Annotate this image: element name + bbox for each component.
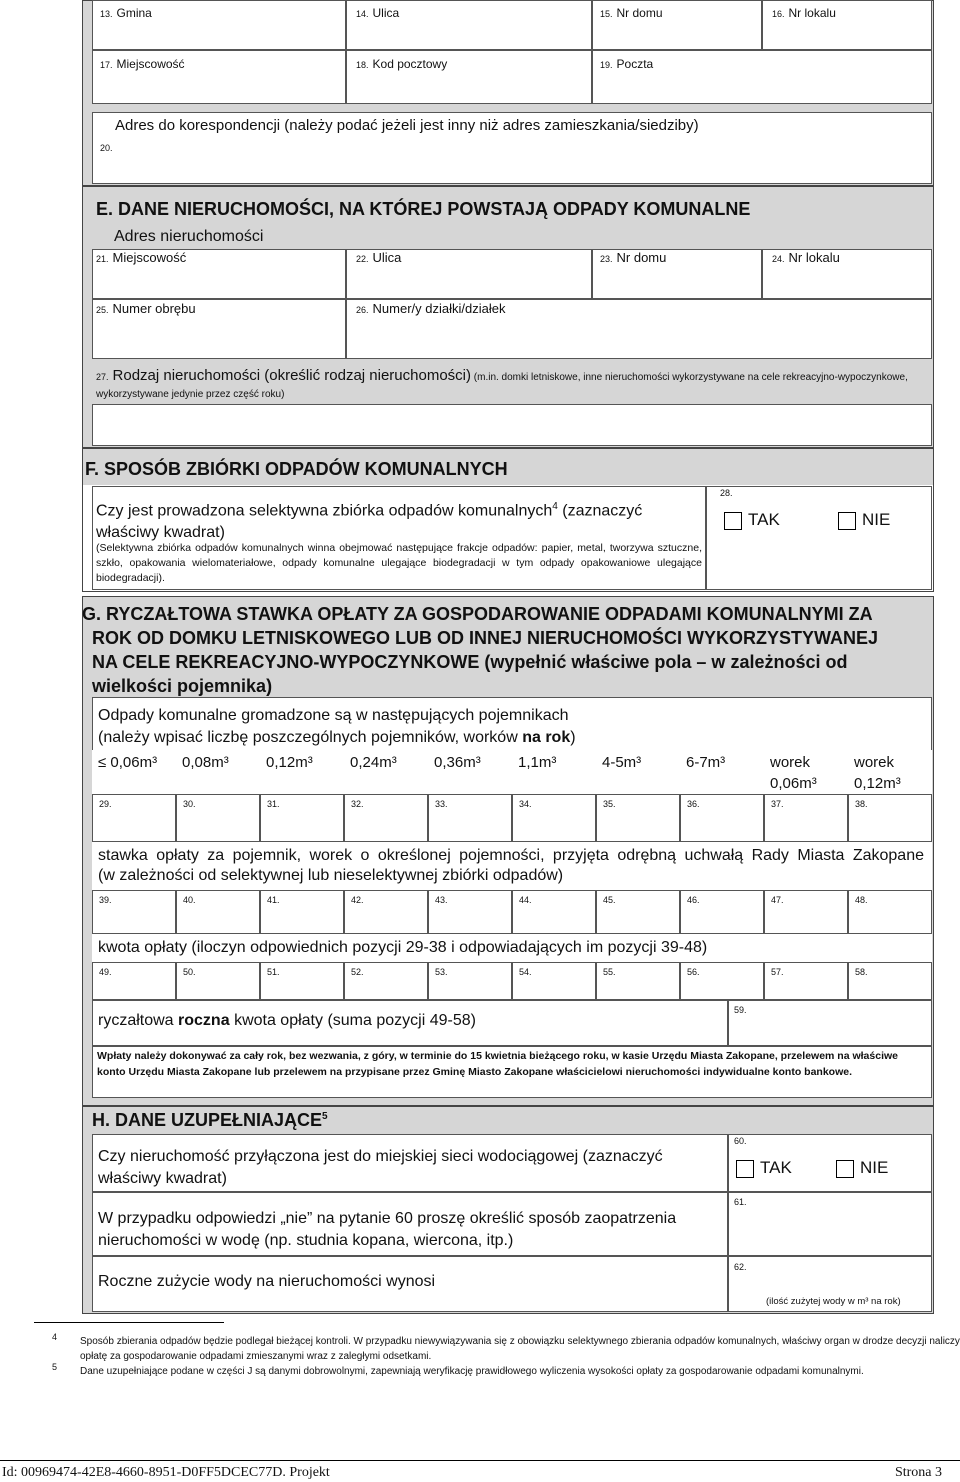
rate-field[interactable] — [428, 890, 512, 934]
container-count-number: 36. — [687, 799, 700, 809]
footnote-5-text: Dane uzupełniające podane w części J są danymi dobrowolnymi, zapewniają weryfikację prawidłowego wyliczenia wysokości opłaty za gospodarowanie odpadami komunalnymi. — [80, 1366, 864, 1377]
label-24: 24. Nr lokalu — [772, 250, 840, 265]
label-19: 19. Poczta — [600, 57, 654, 71]
container-count-number: 34. — [519, 799, 532, 809]
section-f-title: F. SPOSÓB ZBIÓRKI ODPADÓW KOMUNALNYCH — [85, 459, 508, 479]
number-59: 59. — [734, 1005, 747, 1015]
section-f-note: (Selektywna zbiórka odpadów komunalnych winna obejmować następujące frakcje odpadów: papier, metal, tworzywa sztuczne, szkło, opakowania wielomateriałowe, odpady komunalne ulegające biodegradacji w tym odpady opakowaniowe ulegające biodegradacji). — [96, 542, 702, 584]
amount-number: 51. — [267, 967, 280, 977]
number-28: 28. — [720, 488, 733, 498]
containers-label: Odpady komunalne gromadzone są w następujących pojemnikach (należy wpisać liczbę poszczególnych pojemników, worków na rok) — [98, 707, 576, 746]
rate-number: 48. — [855, 895, 868, 905]
container-size-label: 0,24m³ — [350, 754, 397, 771]
number-61: 61. — [734, 1197, 747, 1207]
nie-checkbox-60[interactable] — [836, 1160, 854, 1178]
amount-field[interactable] — [176, 962, 260, 1000]
section-e-subtitle: Adres nieruchomości — [114, 228, 264, 245]
container-count-field[interactable] — [764, 794, 848, 842]
container-size-label: 6-7m³ — [686, 754, 726, 771]
tak-checkbox-28[interactable] — [724, 512, 742, 530]
field-27-rodzaj-nieruchomosci[interactable] — [92, 404, 932, 446]
section-f-question: Czy jest prowadzona selektywna zbiórka odpadów komunalnych$^4$ (zaznaczyć właściwy kwadrat) — [96, 501, 643, 542]
label-13: 13. Gmina — [100, 6, 152, 20]
document-id: Id: 00969474-42E8-4660-8951-D0FF5DCEC77D. Projekt — [2, 1465, 330, 1480]
section-h-title: H. DANE UZUPEŁNIAJĄCE$^5$ — [92, 1110, 328, 1130]
container-count-field[interactable] — [344, 794, 428, 842]
container-count-field[interactable] — [176, 794, 260, 842]
amount-number: 49. — [99, 967, 112, 977]
container-size-label: worek 0,06m³ — [770, 754, 817, 792]
container-count-number: 30. — [183, 799, 196, 809]
unit-62: (ilość zużytej wody w m³ na rok) — [766, 1296, 901, 1307]
container-count-number: 37. — [771, 799, 784, 809]
rate-number: 45. — [603, 895, 616, 905]
nie-checkbox-28[interactable] — [838, 512, 856, 530]
q61-label: W przypadku odpowiedzi „nie” na pytanie 60 proszę określić sposób zaopatrzenia nieruchomości w wodę (np. studnia kopana, wiercona, itp.) — [98, 1210, 677, 1249]
field-59-annual-amount[interactable] — [728, 1000, 932, 1046]
rate-field[interactable] — [848, 890, 932, 934]
label-23: 23. Nr domu — [600, 250, 667, 265]
rate-field[interactable] — [512, 890, 596, 934]
container-count-field[interactable] — [848, 794, 932, 842]
amount-field[interactable] — [92, 962, 176, 1000]
container-size-label: 0,12m³ — [266, 754, 313, 771]
label-22: 22. Ulica — [356, 250, 402, 265]
label-26: 26. Numer/y działki/działek — [356, 301, 506, 316]
annual-label: ryczałtowa roczna kwota opłaty (suma pozycji 49-58) — [98, 1012, 476, 1029]
container-sizes-row — [92, 750, 932, 794]
container-size-label: worek 0,12m³ — [854, 754, 901, 792]
rate-number: 44. — [519, 895, 532, 905]
amount-field[interactable] — [512, 962, 596, 1000]
container-count-number: 33. — [435, 799, 448, 809]
label-27: 27. Rodzaj nieruchomości (określić rodzaj nieruchomości) (m.in. domki letniskowe, inne nieruchomości wykorzystywane na cele rekreacyjno-wypoczynkowe, wykorzystywane jedynie przez część roku) — [96, 367, 908, 400]
label-21: 21. Miejscowość — [96, 250, 187, 265]
label-16: 16. Nr lokalu — [772, 6, 836, 20]
rate-field[interactable] — [344, 890, 428, 934]
page-number: Strona 3 — [894, 1465, 942, 1480]
rate-field[interactable] — [596, 890, 680, 934]
container-count-field[interactable] — [596, 794, 680, 842]
container-count-field[interactable] — [680, 794, 764, 842]
rate-number: 39. — [99, 895, 112, 905]
amount-number: 58. — [855, 967, 868, 977]
number-60: 60. — [734, 1136, 747, 1146]
section-e-title: E. DANE NIERUCHOMOŚCI, NA KTÓREJ POWSTAJĄ ODPADY KOMUNALNE — [96, 199, 751, 219]
container-count-number: 32. — [351, 799, 364, 809]
container-count-number: 35. — [603, 799, 616, 809]
container-count-row — [92, 794, 932, 842]
amount-number: 53. — [435, 967, 448, 977]
container-count-field[interactable] — [260, 794, 344, 842]
label-25: 25. Numer obrębu — [96, 301, 196, 316]
tak-option-60[interactable]: TAK — [736, 1158, 792, 1178]
container-count-field[interactable] — [512, 794, 596, 842]
footnote-4-marker: 4 — [52, 1332, 58, 1342]
container-count-number: 29. — [99, 799, 112, 809]
amount-field[interactable] — [260, 962, 344, 1000]
amount-field[interactable] — [596, 962, 680, 1000]
rate-number: 46. — [687, 895, 700, 905]
rate-field[interactable] — [92, 890, 176, 934]
container-count-field[interactable] — [92, 794, 176, 842]
amount-field[interactable] — [764, 962, 848, 1000]
number-20: 20. — [100, 143, 113, 153]
rate-field[interactable] — [680, 890, 764, 934]
amount-label: kwota opłaty (iloczyn odpowiednich pozycji 29-38 i odpowiadających im pozycji 39-48) — [98, 939, 708, 956]
section-g-title: G. RYCZAŁTOWA STAWKA OPŁATY ZA GOSPODAROWANIE ODPADAMI KOMUNALNYMI ZA ROK OD DOMKU LETNISKOWEGO LUB OD INNEJ NIERUCHOMOŚCI WYKORZYSTYWANEJ NA CELE REKREACYJNO-WYPOCZYNKOWE (wypełnić właściwe pola – w zależności od wielkości pojemnika) — [82, 604, 879, 696]
amount-number: 56. — [687, 967, 700, 977]
label-14: 14. Ulica — [356, 6, 400, 20]
container-size-label: 4-5m³ — [602, 754, 642, 771]
rate-field[interactable] — [764, 890, 848, 934]
rate-number: 43. — [435, 895, 448, 905]
footnote-5-marker: 5 — [52, 1362, 58, 1372]
nie-option-28[interactable]: NIE — [838, 510, 890, 530]
container-count-number: 31. — [267, 799, 280, 809]
tak-option-28[interactable]: TAK — [724, 510, 780, 530]
footnote-4-text: Sposób zbierania odpadów będzie podlegał bieżącej kontroli. W przypadku niewywiązywania się z obowiązku selektywnego zbierania odpadów komunalnych, właściwy organ w drodze decyzji naliczy opłatę za gospodarowanie odpadami zmieszanymi wraz z zaległymi odsetkami. — [80, 1336, 960, 1362]
amount-field[interactable] — [428, 962, 512, 1000]
rate-field[interactable] — [176, 890, 260, 934]
container-count-number: 38. — [855, 799, 868, 809]
footnote-divider — [34, 1322, 224, 1323]
rate-field[interactable] — [260, 890, 344, 934]
amount-field[interactable] — [344, 962, 428, 1000]
rate-number: 41. — [267, 895, 280, 905]
amount-field[interactable] — [848, 962, 932, 1000]
q60-label: Czy nieruchomość przyłączona jest do miejskiej sieci wodociągowej (zaznaczyć właściwy kwadrat) — [98, 1148, 663, 1187]
container-size-label: ≤ 0,06m³ — [98, 754, 158, 771]
label-15: 15. Nr domu — [600, 6, 663, 20]
amount-number: 54. — [519, 967, 532, 977]
amount-number: 55. — [603, 967, 616, 977]
label-17: 17. Miejscowość — [100, 57, 185, 71]
container-size-label: 1,1m³ — [518, 754, 557, 771]
tak-checkbox-60[interactable] — [736, 1160, 754, 1178]
rate-label: stawka opłaty za pojemnik, worek o określonej pojemności, przyjęta odrębną uchwałą Rady Miasta Zakopane (w zależności od selektywnej lub nieselektywnej zbiórki odpadów) — [98, 847, 924, 884]
rate-number: 47. — [771, 895, 784, 905]
amount-field[interactable] — [680, 962, 764, 1000]
nie-option-60[interactable]: NIE — [836, 1158, 888, 1178]
amount-number: 52. — [351, 967, 364, 977]
field-61-water-source[interactable] — [728, 1192, 932, 1256]
number-62: 62. — [734, 1262, 747, 1272]
container-count-field[interactable] — [428, 794, 512, 842]
amount-number: 50. — [183, 967, 196, 977]
q62-label: Roczne zużycie wody na nieruchomości wynosi — [98, 1273, 436, 1290]
label-18: 18. Kod pocztowy — [356, 57, 448, 71]
label-20: Adres do korespondencji (należy podać jeżeli jest inny niż adres zamieszkania/siedziby) — [115, 117, 699, 134]
rate-number: 42. — [351, 895, 364, 905]
amount-row — [92, 962, 932, 1000]
footer-divider — [0, 1460, 960, 1461]
rate-row — [92, 890, 932, 934]
payment-note: Wpłaty należy dokonywać za cały rok, bez wezwania, z góry, w terminie do 15 kwietnia bieżącego roku, w kasie Urzędu Miasta Zakopane, przelewem na właściwe konto Urzędu Miasta Zakopane lub przelewem na przypisane przez Gminę Miasto Zakopane właścicielowi nieruchomości indywidualne konto bankowe. — [97, 1050, 898, 1078]
container-size-label: 0,08m³ — [182, 754, 229, 771]
amount-number: 57. — [771, 967, 784, 977]
rate-number: 40. — [183, 895, 196, 905]
field-28-box — [706, 486, 932, 590]
container-size-label: 0,36m³ — [434, 754, 481, 771]
